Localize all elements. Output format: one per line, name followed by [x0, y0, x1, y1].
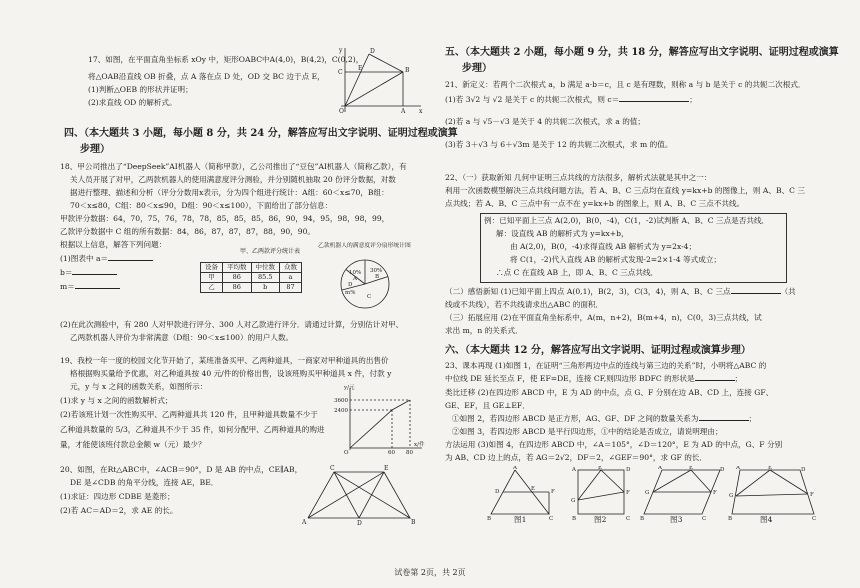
- q17-fig-label-x: x: [419, 108, 423, 115]
- svg-text:A: A: [658, 466, 662, 471]
- pie-label-c: C: [367, 294, 372, 300]
- svg-text:D: D: [626, 467, 631, 473]
- q18-line5: 甲款评分数据：64，70，75，76，78，78，85，85，85，86，90，94，95，98，98，99，: [60, 214, 390, 223]
- q21-line4: (3)若 3＋√3 与 6＋√3m 是关于 12 的共轭二次根式，求 m 的值。: [445, 140, 673, 149]
- pie-label-a-pct: 10%: [349, 270, 362, 276]
- table-header-cell: 众数: [280, 263, 302, 273]
- q19-tick-80: 80: [406, 450, 413, 454]
- q23-line5: ①如图 2，若四边形 ABCD 是正方形，AG、GF、DF 之间的数量关系为 ；: [452, 414, 757, 423]
- q23-figure-2: [570, 466, 635, 522]
- q22-line3: 点共线；若 A、B、C 三点中有一点不在 y=kx+b 的图象上，则 A、B、C 三点不共线。: [445, 199, 745, 208]
- q20-line2: DE 是∠CDB 的角平分线，连接 AE，BE．: [70, 478, 219, 487]
- q22-example-line5: ∴点 C 在直线 AB 上，即 A、B、C 三点共线．: [496, 268, 659, 277]
- svg-text:E: E: [598, 466, 603, 471]
- pie-label-d: D: [348, 282, 353, 288]
- q19-tick-60: 60: [388, 450, 395, 454]
- svg-text:A: A: [513, 466, 517, 471]
- table-header-cell: 设备: [201, 263, 223, 273]
- q18-stats-table: [200, 262, 302, 293]
- q18-line7: 根据以上信息，解答下列问题：: [60, 240, 167, 249]
- q19-line1: 19、我校一年一度的校园文化节开始了，某班准备买甲、乙两种道具，一商家对甲种道具的出售价: [60, 356, 389, 365]
- q18-line3: 据进行整理、描述和分析（评分分数用x表示，分为四个组进行统计：A组：60＜x≤70，B组：: [70, 188, 389, 197]
- section4-title-cont: 步理）: [80, 144, 110, 155]
- q21-line2: (1)若 3√2 与 √2 是关于 c 的共轭二次根式，则 c＝ ；: [445, 95, 697, 104]
- svg-text:G: G: [645, 490, 650, 496]
- q20-line4: (2)若 AC＝AD＝2，求 AE 的长。: [60, 506, 178, 515]
- q22-line1: 22、（一）获取新知 几何中证明三点共线的方法很多，解析式法就是其中之一：: [445, 173, 712, 182]
- q23-figure-4: [728, 466, 818, 522]
- q20-figure: [300, 464, 420, 526]
- q18-line11: (2)在此次测验中，有 280 人对甲款进行评分、300 人对乙款进行评分．请通过计算，分别估计对甲、: [60, 320, 404, 329]
- q23-line3: 类比迁移 (2)在四边形 ABCD 中，E 为 AD 的中点，点 G、F 分别在边 AB、CD 上，连接 GF、: [445, 388, 774, 397]
- svg-text:G: G: [571, 498, 576, 504]
- q18-pie-title: 乙款机器人的满意度评分扇形统计图: [318, 243, 411, 249]
- svg-text:C: C: [549, 516, 554, 522]
- q22-example-line2: 解：设直线 AB 的解析式为 y=kx+b，: [496, 229, 629, 238]
- table-header-cell: 中位数: [251, 263, 280, 273]
- pie-label-a: A: [353, 276, 357, 282]
- svg-text:C: C: [812, 516, 817, 522]
- svg-text:B: B: [572, 516, 577, 522]
- table-cell: b: [251, 283, 280, 293]
- q22-example-line3: 由 A(2,0)，B(0，-4)求得直线 AB 解析式为 y=2x-4；: [510, 242, 697, 251]
- q18-line9: b＝: [60, 268, 117, 277]
- q17-line2: 将△OAB沿直线 OB 折叠，点 A 落在点 D 处，OD 交 BC 边于点 E，: [88, 72, 325, 81]
- svg-text:D: D: [495, 489, 500, 495]
- q23-figure-1: [485, 466, 565, 522]
- q22-line4: （二）感悟新知 (1)已知平面上四点 A(0,1)，B(2，3)，C(3，4)，则 A、B、C 三点 （共: [445, 287, 796, 296]
- q19-line6: 乙种道具数量的 5/3，乙种道具不少于 35 件，如何分配甲、乙两种道具的购进: [60, 425, 325, 434]
- q19-axis-x-label: x/件: [414, 442, 425, 448]
- svg-text:F: F: [713, 490, 717, 496]
- q20-label-b: B: [411, 519, 416, 526]
- q18-line12: 乙两款机器人评价为非常满意（D组：90＜x≤100）的用户人数。: [70, 333, 294, 342]
- svg-text:D: D: [720, 467, 725, 473]
- q17-fig-label-c: C: [338, 69, 343, 76]
- q20-label-e: E: [384, 465, 389, 472]
- q20-label-c: C: [330, 465, 335, 472]
- pie-label-b: B: [375, 274, 380, 280]
- q21-line1: 21、新定义：若两个二次根式 a，b 满足 a·b＝c，且 c 是有理数，则称 a 与 b 是关于 c 的共轭二次根式．: [445, 80, 806, 89]
- q19-tick-2400: 2400: [334, 408, 348, 414]
- q18-pie-chart: [335, 254, 395, 314]
- q17-figure: [335, 46, 425, 116]
- q19-line7: 量，才能使该班付款总金额 w（元）最少？: [60, 440, 206, 449]
- q19-line5: (2)若该班计划一次性购买甲、乙两种道具共 120 件，且甲种道具数量不少于: [60, 410, 318, 419]
- svg-text:A: A: [572, 467, 576, 473]
- table-row: [201, 273, 302, 283]
- q20-line3: (1)求证：四边形 CDBE 是菱形；: [60, 492, 175, 501]
- table-cell: 86: [223, 283, 252, 293]
- q17-fig-label-e: E: [358, 65, 363, 72]
- q18-table-title: 甲、乙两款评分统计表: [240, 248, 301, 255]
- svg-text:D: D: [801, 467, 806, 473]
- q17-fig-label-o: O: [339, 108, 344, 115]
- q18-line10: m＝: [60, 282, 120, 291]
- section5-title-cont: 步理）: [462, 63, 492, 74]
- pie-label-b-pct: 30%: [370, 268, 383, 274]
- q18-line1: 18、甲公司推出了“DeepSeek”AI机器人（简称甲款），乙公司推出了“豆包”AI机器人（简称乙款），有: [60, 162, 407, 171]
- section4-title: 四、（本大题共 3 小题，每小题 8 分，共 24 分，解答应写出文字说明、证明过程或演算: [64, 128, 458, 139]
- q19-axis-y-label: y/元: [344, 385, 355, 391]
- q18-line6: 乙款评分数据中 C 组的所有数据：84，86，87，87，87，88，90，90。: [60, 227, 315, 236]
- table-cell: 乙: [201, 283, 223, 293]
- q23-line1: 23、课本再现 (1)如图 1，在证明“三角形两边中点的连线与第三边的关系”时，小明将△ABC 的: [445, 361, 767, 370]
- q22-line2: 利用一次函数模型解决三点共线问题方法，若 A、B、C 三点均在直线 y=kx+b 的图像上，则 A、B、C 三: [445, 186, 805, 195]
- q22-example-line1: 例：已知平面上三点 A(2,0)，B(0，-4)，C(1，-2)试判断 A、B、C 三点是否共线．: [484, 216, 770, 225]
- q21-line3: (2)若 a 与 √5－√3 是关于 4 的共轭二次根式，求 a 的值；: [445, 117, 645, 126]
- svg-text:C: C: [626, 516, 631, 522]
- q17-line3: (1)判断△OEB 的形状并证明；: [88, 85, 193, 94]
- table-row: [201, 283, 302, 293]
- q19-line2: 格根据购买量给予优惠，对乙种道具按 40 元/件的价格出售，设该班购买甲种道具 x 件，付款 y: [70, 369, 392, 378]
- q17-fig-label-a: A: [401, 108, 406, 115]
- q17-fig-label-y: y: [339, 47, 343, 54]
- q23-line4: GE、EF，且 GE⊥EF．: [445, 401, 530, 410]
- q20-label-d: D: [357, 520, 362, 526]
- q22-line6: （三）拓展应用 (2)在平面直角坐标系中，A(m，n+2)，B(m+4，n)，C(0，3)三点共线，试: [445, 313, 762, 322]
- svg-text:E: E: [531, 486, 536, 492]
- q22-line5: 线或不共线），若不共线请求出△ABC 的面积．: [445, 300, 604, 309]
- q23-figure-3: [640, 466, 725, 522]
- q23-line8: 为 AB、CD 边上的点，若 AG＝2√2，DF＝2，∠GEF＝90°，求 GF 的长．: [445, 453, 707, 462]
- table-cell: 85.5: [251, 273, 280, 283]
- q23-caption-fig3: 图3: [670, 515, 683, 524]
- table-header-cell: 平均数: [223, 263, 252, 273]
- q18-line4: 70＜x≤80，C组：80＜x≤90，D组：90＜x≤100），下面给出了部分信息：: [70, 201, 333, 210]
- q23-caption-fig2: 图2: [594, 515, 607, 524]
- svg-text:F: F: [626, 490, 630, 496]
- q23-caption-fig1: 图1: [514, 515, 527, 524]
- svg-text:F: F: [810, 492, 814, 498]
- q17-fig-label-b: B: [405, 67, 410, 74]
- q20-line1: 20、如图，在Rt△ABC中，∠ACB＝90°，D 是 AB 的中点，CE∥AB，: [60, 465, 303, 474]
- q17-line1: 17、如图，在平面直角坐标系 xOy 中，矩形OABC中A(4,0)，B(4,2)，C(0,2)，: [88, 55, 364, 64]
- q19-line4: (1)求 y 与 x 之间的函数解析式；: [60, 396, 173, 405]
- table-cell: 86: [223, 273, 252, 283]
- q23-caption-fig4: 图4: [760, 515, 773, 524]
- q19-graph: [330, 384, 425, 454]
- q17-fig-label-d: D: [370, 48, 375, 55]
- pie-label-d-pct: m%: [345, 290, 356, 296]
- q19-tick-3600: 3600: [334, 398, 348, 404]
- svg-text:F: F: [551, 489, 555, 495]
- svg-text:B: B: [728, 516, 733, 522]
- svg-text:E: E: [689, 466, 694, 471]
- svg-text:B: B: [487, 516, 492, 522]
- q18-line8: (1)图表中 a＝: [60, 254, 153, 263]
- svg-text:C: C: [702, 516, 707, 522]
- svg-text:B: B: [640, 516, 645, 522]
- q19-line3: 元，y 与 x 之间的函数关系，如图所示：: [70, 382, 208, 391]
- q18-line2: 关人员开展了对甲，乙两款机器人的使用满意度评分测验，并分别随机抽取 20 份评分数据，对数: [70, 175, 396, 184]
- svg-text:G: G: [729, 493, 734, 499]
- q23-line2: 中位线 DE 延长至点 F，使 EF=DE，连接 CF,则四边形 BDFC 的形状是 ；: [445, 374, 743, 383]
- q17-line4: (2)求直线 OD 的解析式。: [88, 98, 177, 107]
- table-cell: 87: [280, 283, 302, 293]
- table-cell: a: [280, 273, 302, 283]
- table-cell: 甲: [201, 273, 223, 283]
- section6-title: 六、（本大题共 12 分，解答应写出文字说明、证明过程或演算步理）: [445, 345, 751, 356]
- q22-line7: 求出 m，n 的关系式．: [445, 326, 523, 335]
- table-header-row: [201, 263, 302, 273]
- page-footer: 试卷第 2页，共 2页: [394, 568, 466, 577]
- svg-text:E: E: [768, 466, 773, 471]
- svg-text:A: A: [736, 466, 740, 471]
- q23-line6: ②如图 3，若四边形 ABCD 是平行四边形，①中的结论是否成立，请说明理由；: [452, 427, 723, 436]
- q23-line7: 方法运用 (3)如图 4，在四边形 ABCD 中，∠A＝105°，∠D＝120°，E 为 AD 的中点，G、F 分别: [445, 440, 783, 449]
- q22-example-line4: 将 C(1，-2)代入直线 AB 的解析式发现-2=2×1-4 等式成立；: [510, 255, 721, 264]
- section5-title: 五、（本大题共 2 小题，每小题 9 分，共 18 分，解答应写出文字说明、证明过程或演算: [445, 47, 839, 58]
- q19-origin: O: [344, 450, 349, 454]
- q20-label-a: A: [302, 519, 307, 526]
